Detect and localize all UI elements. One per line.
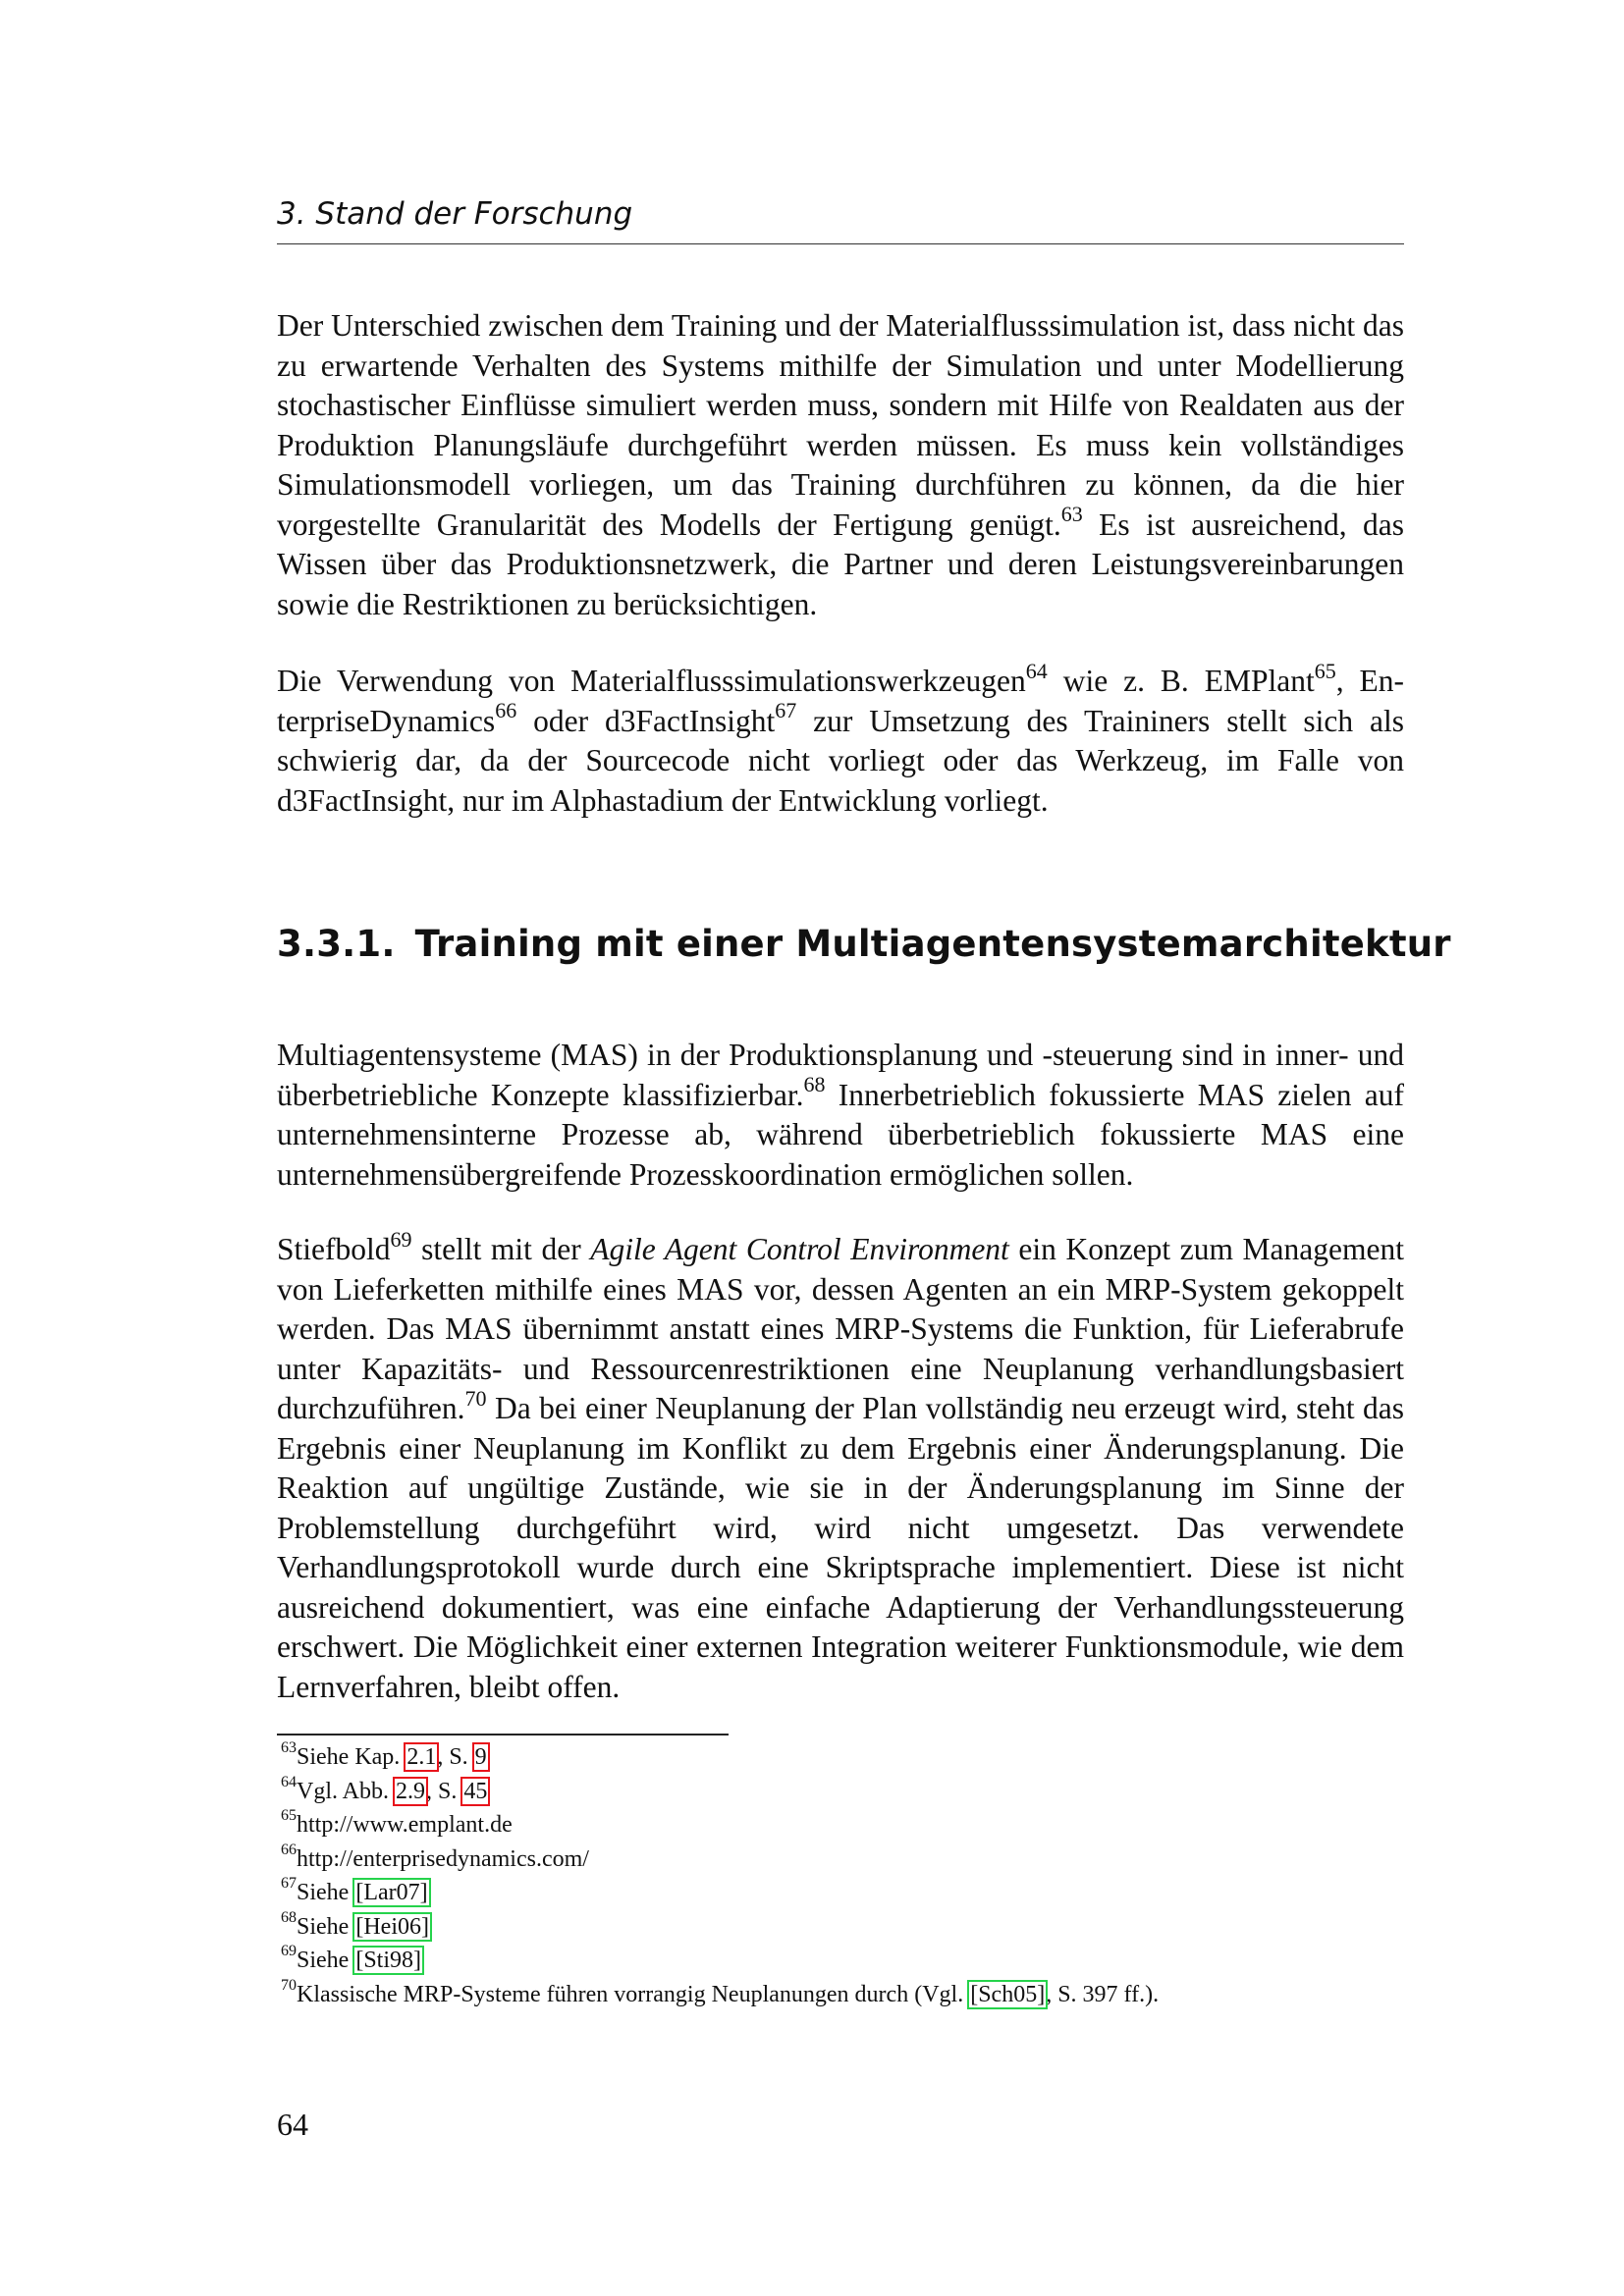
paragraph-mas-classification (277, 1036, 1404, 1195)
footnote-64 (281, 1775, 1404, 1809)
footnote-marker-69[interactable]: 69 (390, 1226, 412, 1252)
page-link[interactable]: 45 (463, 1778, 488, 1804)
section-number: 3.3.1. (277, 923, 396, 965)
paragraph-text: Stiefbold (277, 1232, 391, 1266)
footnote-63 (281, 1740, 1404, 1775)
footnote-69 (281, 1944, 1404, 1978)
citation-link[interactable]: [Hei06] (355, 1913, 429, 1940)
figure-link[interactable]: 2.9 (396, 1778, 426, 1804)
paragraph-text: oder d3FactInsight (516, 703, 776, 738)
footnote-68 (281, 1910, 1404, 1945)
footnote-65 (281, 1808, 1404, 1842)
footnote-number: 64 (281, 1773, 297, 1790)
footnotes (281, 1740, 1404, 2011)
citation-link[interactable]: [Sti98] (355, 1948, 422, 1973)
footnote-text: Siehe (297, 1913, 355, 1940)
footnote-number: 68 (281, 1908, 297, 1926)
footnote-marker-70[interactable]: 70 (464, 1385, 487, 1411)
paragraph-training-vs-simulation (277, 306, 1404, 624)
paragraph-text: wie z. B. EMPlant (1047, 664, 1315, 698)
paragraph-text: Es ist ausreichend, das Wissen über das Produktionsnetzwerk, die Partner und deren Leistungsvereinbarungen sowie die Restriktionen zu berücksichtigen. (277, 507, 1404, 621)
citation-link[interactable]: [Sch05] (970, 1981, 1046, 2007)
footnote-text: , S. 397 ff.). (1046, 1981, 1160, 2007)
page-link[interactable]: 9 (474, 1744, 487, 1770)
footnote-text: , S. (437, 1744, 474, 1770)
paragraph-simulation-tools (277, 658, 1404, 821)
footnote-text: Siehe (297, 1948, 355, 1973)
paragraph-text: Innerbetrieblich fokussierte MAS zielen auf unternehmensinterne Prozesse ab, während überbetrieblich fokussierte MAS eine unternehmensübergreifende Prozesskoordination ermöglichen sollen. (277, 1077, 1404, 1192)
section-heading (277, 923, 1451, 965)
section-title: Training mit einer Multiagentensystemarchitektur (414, 923, 1451, 965)
paragraph-stiefbold (277, 1226, 1404, 1707)
emphasized-term: Agile Agent Control Environment (590, 1232, 1009, 1266)
footnote-url: http://enterprisedynamics.com/ (297, 1845, 589, 1872)
paragraph-text: stellt mit der (411, 1232, 591, 1266)
footnote-separator (277, 1734, 729, 1735)
footnote-text: , S. (426, 1778, 463, 1804)
paragraph-text: ein Konzept zum Management von Lieferketten mithilfe eines MAS vor, dessen Agenten an ein MRP-System gekoppelt werden. Das MAS übernimmt anstatt eines MRP-Systems die Funktion, für Lieferabrufe unter Kapazitäts- und Ressourcenrestriktionen eine Neuplanung verhandlungsbasiert durchzuführen. (277, 1232, 1404, 1425)
footnote-number: 65 (281, 1807, 297, 1824)
footnote-marker-63[interactable]: 63 (1060, 502, 1083, 526)
footnote-text: Klassische MRP-Systeme führen vorrangig Neuplanungen durch (Vgl. (297, 1981, 970, 2007)
citation-key: Hei06 (363, 1913, 421, 1940)
footnote-number: 70 (281, 1976, 297, 1994)
footnote-70 (281, 1978, 1404, 2012)
page-number: 64 (277, 2107, 308, 2142)
footnote-number: 69 (281, 1943, 297, 1959)
footnote-url: http://www.emplant.de (297, 1812, 513, 1838)
footnote-marker-68[interactable]: 68 (803, 1072, 826, 1096)
running-header: 3. Stand der Forschung (277, 196, 1404, 244)
citation-key: Sch05 (978, 1981, 1038, 2007)
paragraph-text: , EnterpriseDynamics (277, 664, 1404, 738)
footnote-number: 67 (281, 1875, 297, 1892)
paragraph-text: Multiagentensysteme (MAS) in der Produktionsplanung und -steuerung sind in inner- und überbetriebliche Konzepte klassifizierbar. (277, 1038, 1404, 1112)
citation-key: Sti98 (363, 1948, 414, 1973)
footnote-marker-65[interactable]: 65 (1314, 658, 1336, 683)
footnote-text: Siehe (297, 1880, 355, 1905)
chapter-link[interactable]: 2.1 (406, 1744, 437, 1770)
paragraph-text: Der Unterschied zwischen dem Training und der Materialflusssimulation ist, dass nicht das zu erwartende Verhalten des Systems mithilfe der Simulation und unter Modellierung stochastischer Einflüsse simuliert werden muss, sondern mit Hilfe von Realdaten aus der Produktion Planungsläufe durchgeführt werden müssen. Es muss kein vollständiges Simulationsmodell vorliegen, um das Training durchführen zu können, da die hier vorgestellte Granularität des Modells der Fertigung genügt. (277, 308, 1404, 542)
footnote-marker-66[interactable]: 66 (495, 698, 517, 722)
citation-key: Lar07 (363, 1880, 420, 1905)
footnote-66 (281, 1842, 1404, 1877)
paragraph-text: Die Verwendung von Materialflusssimulationswerkzeugen (277, 664, 1026, 698)
paragraph-text: Da bei einer Neuplanung der Plan vollständig neu erzeugt wird, steht das Ergebnis einer Neuplanung im Konflikt zu dem Ergebnis einer Änderungsplanung. Die Reaktion auf ungültige Zustände, wie sie in der Änderungsplanung im Sinne der Problemstellung durchgeführt wird, wird nicht umgesetzt. Das verwendete Verhandlungsprotokoll wurde durch eine Skriptsprache implementiert. Diese ist nicht ausreichend dokumentiert, was eine einfache Adaptierung der Verhandlungssteuerung erschwert. Die Möglichkeit einer externen Integration weiterer Funktionsmodule, wie dem Lernverfahren, bleibt offen. (277, 1391, 1404, 1704)
footnote-number: 63 (281, 1739, 297, 1756)
footnote-text: Vgl. Abb. (297, 1778, 396, 1804)
footnote-number: 66 (281, 1841, 297, 1858)
footnote-marker-64[interactable]: 64 (1025, 658, 1048, 683)
citation-link[interactable]: [Lar07] (355, 1880, 428, 1905)
footnote-text: Siehe Kap. (297, 1744, 406, 1770)
footnote-67 (281, 1876, 1404, 1910)
paragraph-text: zur Umsetzung des Traininers stellt sich als schwierig dar, da der Sourcecode nicht vorliegt oder das Werkzeug, im Falle von d3FactInsight, nur im Alphastadium der Entwicklung vorliegt. (277, 703, 1404, 818)
footnote-marker-67[interactable]: 67 (775, 698, 797, 722)
